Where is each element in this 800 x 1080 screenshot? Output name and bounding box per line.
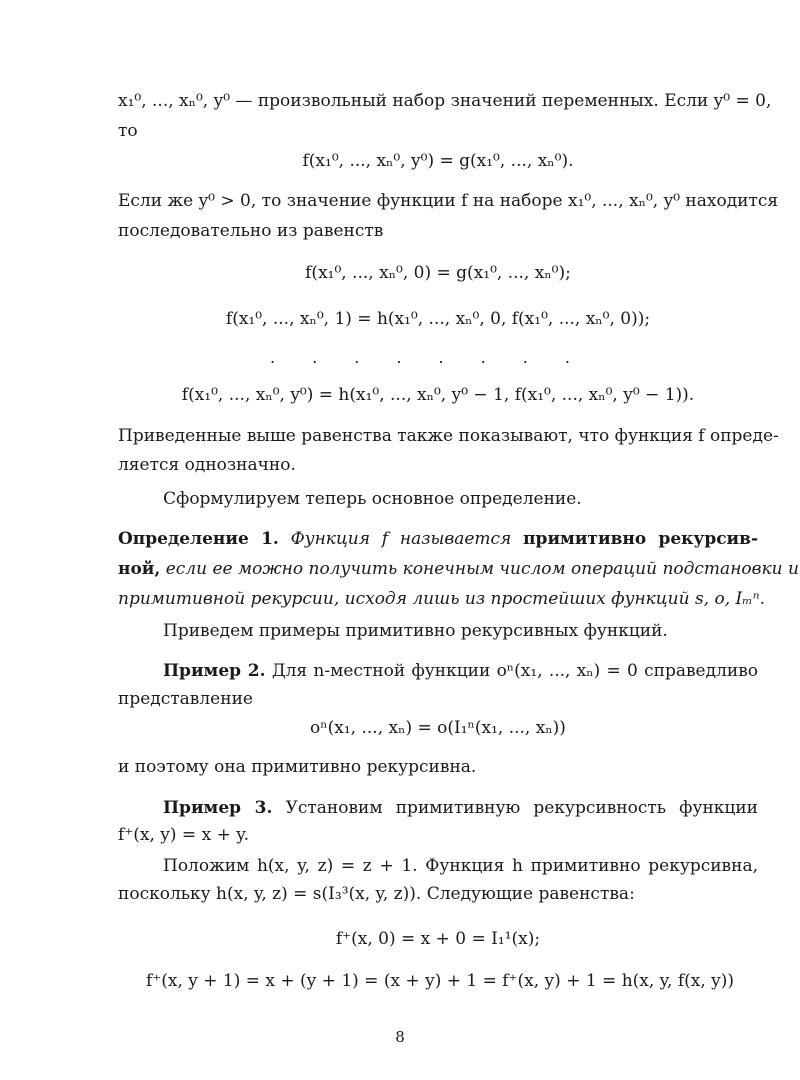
example-text: Установим примитивную рекурсивность функции (285, 798, 759, 818)
definition-text: если ее можно получить конечным числом операций подстановки и (165, 559, 799, 579)
text-line: Приведенные выше равенства также показывают, что функция f опреде- (118, 426, 779, 446)
text-line: последовательно из равенств (118, 221, 384, 241)
equation: f(x₁⁰, ..., xₙ⁰, 0) = g(x₁⁰, ..., xₙ⁰); (305, 263, 571, 283)
dot: . (270, 348, 276, 367)
definition-line (118, 528, 758, 550)
equation: f⁺(x, 0) = x + 0 = I₁¹(x); (335, 929, 541, 949)
definition-text: Функция f называется (290, 529, 512, 549)
text-line: поскольку h(x, y, z) = s(I₃³(x, y, z)). Следующие равенства: (118, 884, 635, 904)
page-number: 8 (395, 1028, 405, 1046)
ellipsis-row (270, 348, 570, 367)
definition-line (118, 558, 799, 580)
equation: f⁺(x, y + 1) = x + (y + 1) = (x + y) + 1 = f⁺(x, y) + 1 = h(x, y, f(x, y)) (145, 971, 735, 991)
dot: . (354, 348, 360, 367)
dot: . (312, 348, 318, 367)
text-line: Если же y⁰ > 0, то значение функции f на наборе x₁⁰, ..., xₙ⁰, y⁰ находится (118, 191, 779, 211)
text-line: и поэтому она примитивно рекурсивна. (118, 757, 477, 777)
dot: . (396, 348, 402, 367)
example-line (163, 660, 758, 682)
equation: f(x₁⁰, ..., xₙ⁰, y⁰) = h(x₁⁰, ..., xₙ⁰, y⁰ − 1, f(x₁⁰, ..., xₙ⁰, y⁰ − 1)). (181, 385, 695, 405)
text-line: x₁⁰, ..., xₙ⁰, y⁰ — произвольный набор значений переменных. Если y⁰ = 0, (118, 91, 772, 111)
dot: . (564, 348, 570, 367)
text-line: то (118, 121, 138, 141)
dot: . (480, 348, 486, 367)
definition-term: ной, (118, 559, 161, 579)
equation: oⁿ(x₁, ..., xₙ) = o(I₁ⁿ(x₁, ..., xₙ)) (310, 718, 566, 738)
definition-heading: Определение 1. (118, 529, 279, 549)
equation: f(x₁⁰, ..., xₙ⁰, y⁰) = g(x₁⁰, ..., xₙ⁰). (302, 151, 574, 171)
text-line: ляется однозначно. (118, 455, 296, 475)
equation: f(x₁⁰, ..., xₙ⁰, 1) = h(x₁⁰, ..., xₙ⁰, 0, f(x₁⁰, ..., xₙ⁰, 0)); (225, 309, 651, 329)
example-heading: Пример 3. (163, 798, 273, 818)
text-line: f⁺(x, y) = x + y. (118, 825, 249, 845)
text-line: Приведем примеры примитивно рекурсивных функций. (163, 621, 668, 641)
text-line: представление (118, 689, 253, 709)
example-text: Для n-местной функции oⁿ(x₁, ..., xₙ) = 0 справедливо (271, 661, 759, 681)
definition-line: примитивной рекурсии, исходя лишь из простейших функций s, o, Iₘⁿ. (118, 589, 765, 609)
dot: . (522, 348, 528, 367)
text-line: Положим h(x, y, z) = z + 1. Функция h примитивно рекурсивна, (163, 856, 758, 876)
dot: . (438, 348, 444, 367)
example-heading: Пример 2. (163, 661, 266, 681)
text-line: Сформулируем теперь основное определение. (163, 489, 582, 509)
definition-term: примитивно рекурсив- (523, 529, 759, 549)
example-line (163, 797, 758, 819)
